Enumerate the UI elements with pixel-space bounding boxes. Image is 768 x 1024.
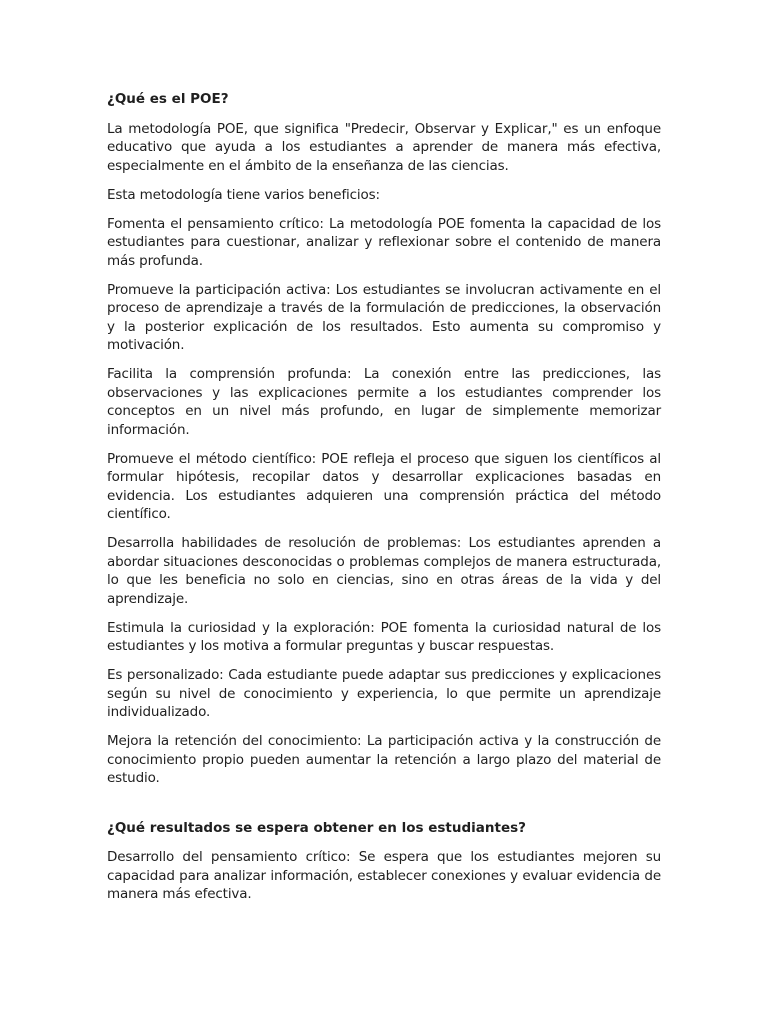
paragraph-deep-understanding: Facilita la comprensión profunda: La conexión entre las predicciones, las observaciones y las explicaciones permite a los estudiantes comprender los conceptos en un nivel más profundo, en lugar de simplemente memorizar información.	[107, 366, 661, 438]
section-heading-results: ¿Qué resultados se espera obtener en los estudiantes?	[107, 819, 526, 836]
paragraph-curiosity: Estimula la curiosidad y la exploración: POE fomenta la curiosidad natural de los estudiantes y los motiva a formular preguntas y buscar respuestas.	[107, 619, 661, 654]
paragraph-critical-thinking: Fomenta el pensamiento crítico: La metodología POE fomenta la capacidad de los estudiantes para cuestionar, analizar y reflexionar sobre el contenido de manera más profunda.	[107, 215, 661, 269]
paragraph-benefits-lead: Esta metodología tiene varios beneficios:	[107, 186, 380, 203]
section-heading-poe: ¿Qué es el POE?	[107, 91, 229, 107]
paragraph-retention: Mejora la retención del conocimiento: La participación activa y la construcción de conocimiento propio pueden aumentar la retención a largo plazo del material de estudio.	[107, 733, 661, 786]
paragraph-critical-thinking-results: Desarrollo del pensamiento crítico: Se espera que los estudiantes mejoren su capacidad para analizar información, establecer conexiones y evaluar evidencia de manera más efectiva.	[107, 849, 661, 902]
paragraph-scientific-method: Promueve el método científico: POE refleja el proceso que siguen los científicos al formular hipótesis, recopilar datos y desarrollar explicaciones basadas en evidencia. Los estudiantes adquieren una comprensión práctica del método científico.	[107, 450, 661, 522]
paragraph-personalized: Es personalizado: Cada estudiante puede adaptar sus predicciones y explicaciones según su nivel de conocimiento y experiencia, lo que permite un aprendizaje individualizado.	[107, 667, 661, 720]
paragraph-intro: La metodología POE, que significa "Predecir, Observar y Explicar," es un enfoque educativo que ayuda a los estudiantes a aprender de manera más efectiva, especialmente en el ámbito de la enseñanza de las ciencias.	[107, 120, 661, 174]
paragraph-active-participation: Promueve la participación activa: Los estudiantes se involucran activamente en el proceso de aprendizaje a través de la formulación de predicciones, la observación y la posterior explicación de los resultados. Esto aumenta su compromiso y motivación.	[107, 281, 661, 353]
paragraph-problem-solving: Desarrolla habilidades de resolución de problemas: Los estudiantes aprenden a abordar situaciones desconocidas o problemas complejos de manera estructurada, lo que les beneficia no solo en ciencias, sino en otras áreas de la vida y del aprendizaje.	[107, 535, 661, 607]
document-page	[107, 90, 661, 914]
